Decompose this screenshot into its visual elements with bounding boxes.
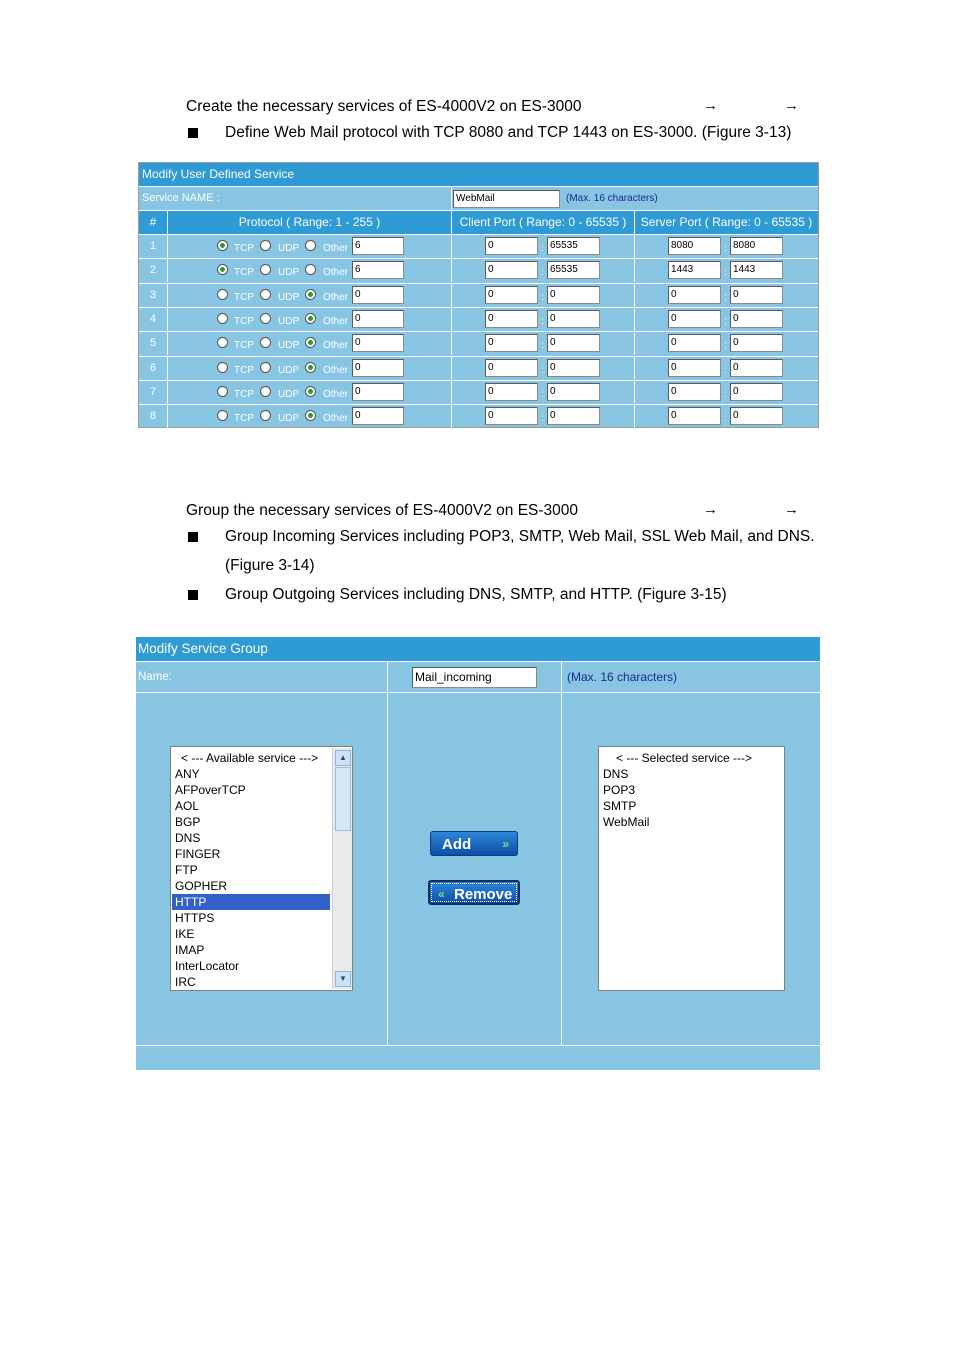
protocol-cell [168,357,452,380]
available-service-item[interactable]: DNS [175,831,201,845]
protocol-cell [168,284,452,307]
client-port-end-input[interactable]: 0 [547,407,600,425]
udp-radio[interactable] [260,289,271,300]
tcp-label: TCP [234,243,254,254]
udp-radio[interactable] [260,313,271,324]
port-separator: : [724,291,727,303]
server-port-start-input[interactable]: 8080 [668,237,721,255]
divider [136,661,820,662]
client-port-end-input[interactable]: 65535 [547,261,600,279]
row-number: 8 [139,405,168,428]
tcp-radio[interactable] [217,337,228,348]
table-row [139,380,818,404]
add-button-label: Add [442,836,472,853]
available-service-item[interactable]: HTTPS [175,911,215,925]
server-port-end-input[interactable]: 0 [730,407,783,425]
udp-label: UDP [278,364,300,376]
other-label: Other [323,315,349,327]
available-list-header: < --- Available service ---> [181,751,319,765]
udp-radio[interactable] [260,337,271,348]
modify-user-defined-service-panel [138,162,819,428]
service-name-hint: (Max. 16 characters) [566,193,658,204]
table-row [139,283,818,307]
udp-label: UDP [278,413,300,425]
scroll-down-icon[interactable]: ▼ [335,971,351,987]
service-name-label: Service NAME : [139,187,452,210]
client-port-cell [452,284,635,307]
tcp-radio[interactable] [217,240,228,251]
protocol-cell [168,405,452,428]
selected-service-item[interactable]: SMTP [603,799,637,813]
available-service-item[interactable]: FTP [175,863,198,877]
port-separator: : [541,388,544,400]
other-radio[interactable] [305,362,316,373]
udp-radio[interactable] [260,264,271,275]
client-port-cell [452,405,635,428]
arrow-icon: → [784,501,799,518]
remove-button[interactable] [428,880,520,905]
client-port-start-input[interactable]: 0 [485,359,538,377]
protocol-number-input[interactable]: 0 [352,359,404,377]
port-separator: : [541,243,544,254]
server-port-cell [635,357,818,380]
scroll-up-icon[interactable]: ▲ [335,750,351,766]
col-protocol: Protocol ( Range: 1 - 255 ) [168,211,452,234]
client-port-cell [452,332,635,355]
table-row [139,356,818,380]
protocol-cell [168,308,452,331]
client-port-cell [452,259,635,282]
protocol-number-input[interactable]: 0 [352,407,404,425]
protocol-number-input[interactable]: 0 [352,383,404,401]
server-port-end-input[interactable]: 8080 [730,237,783,255]
bullet-icon [188,532,198,542]
client-port-end-input[interactable]: 0 [547,359,600,377]
server-port-start-input[interactable]: 0 [668,359,721,377]
other-radio[interactable] [305,289,316,300]
divider [136,692,820,693]
section1-intro: Create the necessary services of ES-4000V2 on ES-3000 [186,98,582,115]
client-port-start-input[interactable]: 0 [485,407,538,425]
client-port-start-input[interactable]: 0 [485,334,538,352]
modify-service-group-panel [136,637,820,1070]
client-port-start-input[interactable]: 0 [485,237,538,255]
port-separator: : [724,413,727,425]
row-number: 1 [139,235,168,258]
udp-label: UDP [278,267,300,279]
port-separator: : [541,291,544,303]
client-port-end-input[interactable]: 0 [547,334,600,352]
server-port-start-input[interactable]: 1443 [668,261,721,279]
server-port-cell [635,284,818,307]
column-header-row [139,210,818,234]
port-separator: : [724,388,727,400]
protocol-cell [168,332,452,355]
client-port-end-input[interactable]: 0 [547,383,600,401]
port-separator: : [724,340,727,352]
tcp-radio[interactable] [217,410,228,421]
other-label: Other [323,413,349,425]
port-separator: : [724,243,727,254]
row-number: 4 [139,308,168,331]
other-radio[interactable] [305,410,316,421]
protocol-cell [168,259,452,282]
table-row [139,404,818,428]
selected-list-header: < --- Selected service ---> [616,751,753,765]
panel-title: Modify User Defined Service [139,163,818,186]
server-port-start-input[interactable]: 0 [668,383,721,401]
udp-radio[interactable] [260,386,271,397]
udp-radio[interactable] [260,362,271,373]
row-number: 7 [139,381,168,404]
selected-service-item[interactable]: DNS [603,767,629,781]
other-radio[interactable] [305,313,316,324]
protocol-cell [168,381,452,404]
tcp-radio[interactable] [217,386,228,397]
group-name-label: Name: [138,671,172,683]
remove-button-label: Remove [454,886,513,903]
other-radio[interactable] [305,386,316,397]
double-chevron-right-icon: » [502,837,509,851]
section2-bullet2: Group Outgoing Services including DNS, SMTP, and HTTP. (Figure 3-15) [225,586,727,603]
server-port-cell [635,381,818,404]
server-port-cell [635,259,818,282]
port-separator: : [541,364,544,376]
udp-label: UDP [278,388,300,400]
available-service-item[interactable]: AOL [175,799,200,813]
row-number: 2 [139,259,168,282]
col-server-port: Server Port ( Range: 0 - 65535 ) [640,215,813,229]
client-port-start-input[interactable]: 0 [485,261,538,279]
client-port-cell [452,235,635,258]
tcp-radio[interactable] [217,264,228,275]
col-client-port: Client Port ( Range: 0 - 65535 ) [452,211,635,234]
available-service-item[interactable]: FINGER [175,847,221,861]
port-separator: : [724,267,727,279]
udp-label: UDP [278,315,300,327]
tcp-label: TCP [234,364,254,376]
double-chevron-left-icon: « [438,887,445,901]
section2-bullet1-cont: (Figure 3-14) [225,557,315,574]
client-port-end-input[interactable]: 0 [547,310,600,328]
server-port-start-input[interactable]: 0 [668,310,721,328]
client-port-start-input[interactable]: 0 [485,286,538,304]
server-port-end-input[interactable]: 0 [730,310,783,328]
client-port-end-input[interactable]: 0 [547,286,600,304]
client-port-start-input[interactable]: 0 [485,310,538,328]
port-separator: : [541,413,544,425]
udp-label: UDP [278,291,300,303]
scrollbar-thumb[interactable] [335,767,351,831]
protocol-number-input[interactable]: 0 [352,334,404,352]
other-radio[interactable] [305,240,316,251]
selected-service-item[interactable]: POP3 [603,783,636,797]
server-port-end-input[interactable]: 0 [730,286,783,304]
group-name-hint: (Max. 16 characters) [567,670,678,684]
section2-intro: Group the necessary services of ES-4000V2 on ES-3000 [186,502,579,519]
udp-radio[interactable] [260,410,271,421]
add-button[interactable] [430,831,518,856]
udp-label: UDP [278,340,300,352]
bullet-icon [188,590,198,600]
row-number: 5 [139,332,168,355]
available-service-item[interactable]: GOPHER [175,879,228,893]
table-row [139,331,818,355]
arrow-icon: → [703,97,718,114]
server-port-end-input[interactable]: 0 [730,334,783,352]
panel-title: Modify Service Group [136,637,820,661]
client-port-cell [452,308,635,331]
available-service-item[interactable]: AFPoverTCP [175,783,246,797]
tcp-label: TCP [234,315,254,327]
udp-radio[interactable] [260,240,271,251]
row-number: 3 [139,284,168,307]
tcp-label: TCP [234,388,254,400]
tcp-label: TCP [234,413,254,425]
other-label: Other [323,340,349,352]
table-row [139,258,818,282]
port-separator: : [541,315,544,327]
server-port-end-input[interactable]: 0 [730,359,783,377]
bullet-icon [188,128,198,138]
scrollbar[interactable] [332,748,352,989]
other-label: Other [323,291,349,303]
server-port-start-input[interactable]: 0 [668,334,721,352]
udp-label: UDP [278,243,300,254]
group-name-input[interactable]: Mail_incoming [412,667,537,688]
protocol-cell [168,235,452,258]
client-port-end-input[interactable]: 65535 [547,237,600,255]
section1-bullet: Define Web Mail protocol with TCP 8080 and TCP 1443 on ES-3000. (Figure 3-13) [225,124,792,141]
divider [561,661,562,1045]
port-separator: : [541,340,544,352]
client-port-cell [452,381,635,404]
protocol-number-input[interactable]: 0 [352,310,404,328]
server-port-cell [635,405,818,428]
available-service-item[interactable]: BGP [175,815,201,829]
available-service-item[interactable]: IRC [175,975,196,989]
available-service-list[interactable] [170,746,353,991]
server-port-start-input[interactable]: 0 [668,407,721,425]
client-port-start-input[interactable]: 0 [485,383,538,401]
available-service-item[interactable]: IMAP [175,943,205,957]
protocol-number-input[interactable]: 0 [352,286,404,304]
port-separator: : [724,315,727,327]
client-port-cell [452,357,635,380]
section2-bullet1: Group Incoming Services including POP3, SMTP, Web Mail, SSL Web Mail, and DNS. [225,528,815,545]
server-port-start-input[interactable]: 0 [668,286,721,304]
server-port-cell [635,308,818,331]
other-label: Other [323,243,349,254]
other-radio[interactable] [305,337,316,348]
other-radio[interactable] [305,264,316,275]
port-separator: : [724,364,727,376]
server-port-end-input[interactable]: 1443 [730,261,783,279]
tcp-label: TCP [234,267,254,279]
server-port-cell [635,332,818,355]
divider [136,1045,820,1046]
available-service-item[interactable]: HTTP [172,894,330,910]
tcp-radio[interactable] [217,362,228,373]
tcp-label: TCP [234,291,254,303]
service-name-row [139,186,818,210]
service-name-input[interactable]: WebMail [453,190,560,208]
table-row [139,307,818,331]
row-number: 6 [139,357,168,380]
col-num: # [139,211,168,234]
tcp-radio[interactable] [217,313,228,324]
available-service-item[interactable]: ANY [175,767,200,781]
other-label: Other [323,267,349,279]
available-service-item[interactable]: InterLocator [175,959,240,973]
server-port-cell [635,235,818,258]
other-label: Other [323,388,349,400]
server-port-end-input[interactable]: 0 [730,383,783,401]
table-row [139,234,818,258]
available-service-item[interactable]: IKE [175,927,195,941]
arrow-icon: → [703,501,718,518]
divider [387,661,388,1045]
tcp-label: TCP [234,340,254,352]
other-label: Other [323,364,349,376]
selected-service-item[interactable]: WebMail [603,815,650,829]
protocol-number-input[interactable]: 6 [352,237,404,255]
tcp-radio[interactable] [217,289,228,300]
protocol-number-input[interactable]: 6 [352,261,404,279]
selected-service-list[interactable] [598,746,785,991]
arrow-icon: → [784,97,799,114]
port-separator: : [541,267,544,279]
